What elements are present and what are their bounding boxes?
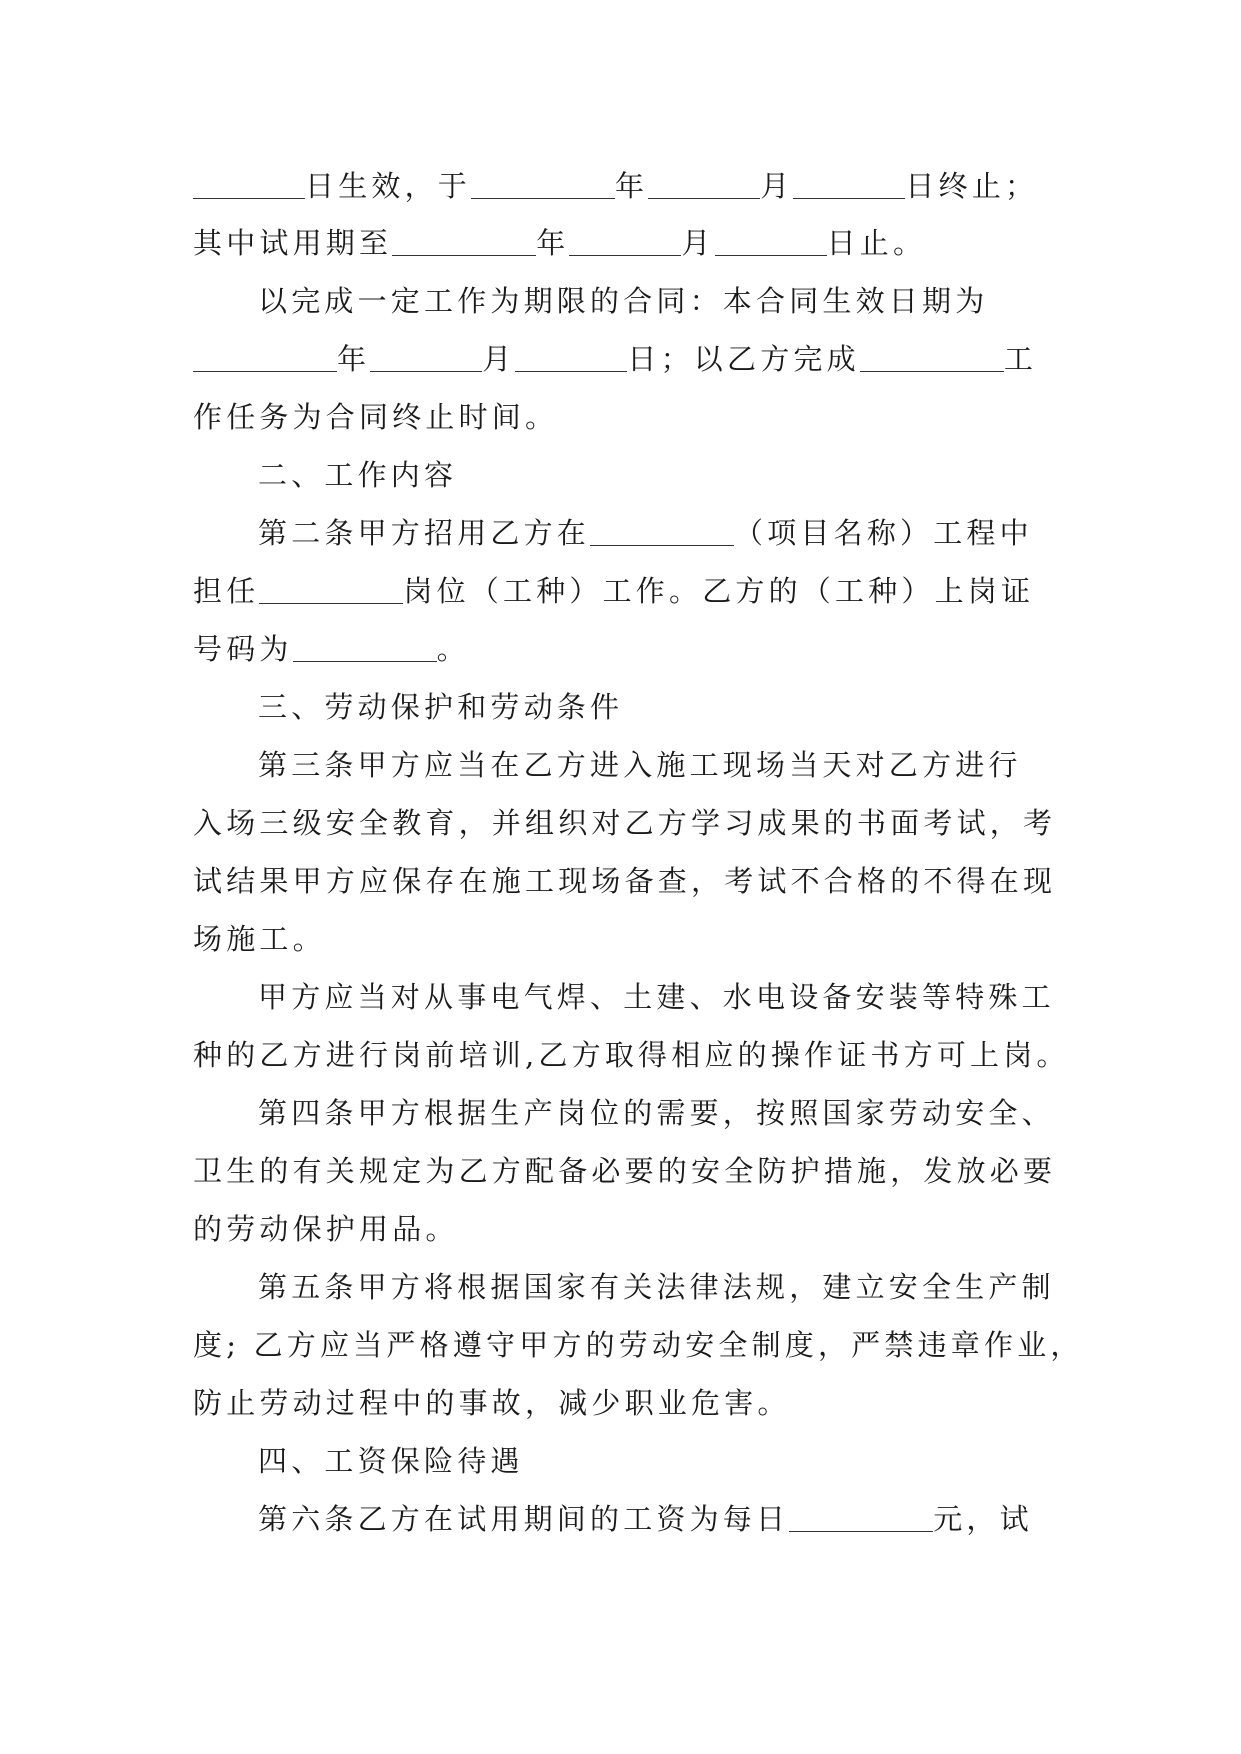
contract-line: 作任务为合同终止时间。 — [193, 400, 559, 434]
fill-blank — [392, 252, 536, 253]
contract-line-term-end: 日生效，于 年 月 日终止； — [193, 163, 1038, 209]
fill-blank — [860, 368, 1004, 369]
fill-blank — [293, 658, 437, 659]
article-3-line: 第三条甲方应当在乙方进入施工现场当天对乙方进行 — [258, 748, 1022, 782]
article-5-line: 度; 乙方应当严格遵守甲方的劳动安全制度，严禁违章作业， — [193, 1328, 1084, 1362]
article-4-line: 的劳动保护用品。 — [193, 1212, 459, 1246]
fill-blank — [193, 368, 337, 369]
contract-line-task-term: 以完成一定工作为期限的合同：本合同生效日期为 — [258, 284, 989, 318]
fill-blank — [193, 195, 305, 196]
article-5-line: 防止劳动过程中的事故，减少职业危害。 — [193, 1386, 791, 1420]
fill-blank — [715, 252, 827, 253]
contract-line-task-date: 年 月 日；以乙方完成 工 — [193, 336, 1037, 382]
fill-blank — [259, 600, 403, 601]
section-heading-labor-protection: 三、劳动保护和劳动条件 — [258, 690, 624, 724]
article-4-line: 卫生的有关规定为乙方配备必要的安全防护措施，发放必要 — [193, 1154, 1057, 1188]
fill-blank — [648, 195, 760, 196]
article-3-line: 入场三级安全教育，并组织对乙方学习成果的书面考试，考 — [193, 806, 1057, 840]
article-2-line: 号码为 。 — [193, 632, 470, 666]
fill-blank — [515, 368, 627, 369]
article-3-line: 试结果甲方应保存在施工现场备查，考试不合格的不得在现 — [193, 864, 1057, 898]
special-work-line: 种的乙方进行岗前培训,乙方取得相应的操作证书方可上岗。 — [193, 1038, 1070, 1072]
article-5-line: 第五条甲方将根据国家有关法律法规，建立安全生产制 — [258, 1270, 1055, 1304]
contract-line-probation: 其中试用期至 年 月 日止。 — [193, 226, 927, 260]
fill-blank — [793, 195, 905, 196]
fill-blank — [789, 1528, 933, 1529]
article-6-line: 第六条乙方在试用期间的工资为每日 元，试 — [258, 1502, 1033, 1536]
special-work-line: 甲方应当对从事电气焊、土建、水电设备安装等特殊工 — [258, 980, 1055, 1014]
fill-blank — [471, 195, 615, 196]
fill-blank — [370, 368, 482, 369]
section-heading-work-content: 二、工作内容 — [258, 458, 458, 492]
article-4-line: 第四条甲方根据生产岗位的需要，按照国家劳动安全、 — [258, 1096, 1055, 1130]
article-2-line: 第二条甲方招用乙方在 （项目名称）工程中 — [258, 516, 1033, 550]
article-3-line: 场施工。 — [193, 922, 326, 956]
article-2-line: 担任 岗位（工种）工作。乙方的（工种）上岗证 — [193, 574, 1035, 608]
fill-blank — [590, 542, 734, 543]
fill-blank — [569, 252, 681, 253]
section-heading-wages-insurance: 四、工资保险待遇 — [258, 1444, 524, 1478]
